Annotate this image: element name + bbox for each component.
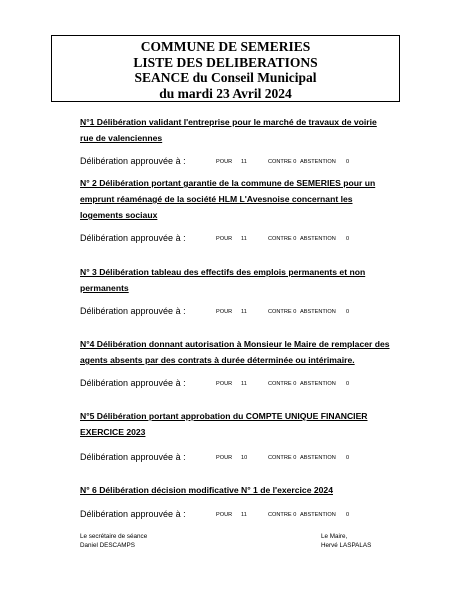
vote-pour-label: POUR (216, 159, 233, 165)
vote-pour-count: 10 (241, 455, 248, 461)
header-session: SEANCE du Conseil Municipal (134, 70, 317, 85)
deliberation-title-5: N°5 Délibération portant approbation du COMPTE UNIQUE FINANCIER EXERCICE 2023 (80, 411, 368, 437)
vote-pour-count: 11 (241, 512, 247, 518)
vote-contre (268, 309, 296, 315)
vote-contre-count: 0 (293, 309, 297, 315)
vote-abstention-label: ABSTENTION (300, 512, 336, 518)
vote-contre-label: CONTRE (268, 512, 292, 518)
deliberation-title-4: N°4 Délibération donnant autorisation à Monsieur le Maire de remplacer des agents absents par des contrats à durée déterminée ou intérimaire. (80, 339, 390, 365)
approval-label: Délibération approuvée à : (80, 509, 186, 519)
approval-label: Délibération approuvée à : (80, 306, 186, 316)
approval-row-6 (80, 509, 410, 523)
approval-label: Délibération approuvée à : (80, 233, 186, 243)
vote-contre-count: 0 (293, 159, 297, 165)
vote-pour-label: POUR (216, 236, 233, 242)
approval-label: Délibération approuvée à : (80, 156, 186, 166)
vote-abstention-label: ABSTENTION (300, 159, 336, 165)
vote-abstention-count: 0 (346, 381, 350, 387)
approval-row-2 (80, 233, 410, 247)
vote-pour-count: 11 (241, 159, 247, 165)
deliberation-title-6: N° 6 Délibération décision modificative N° 1 de l'exercice 2024 (80, 485, 333, 495)
vote-contre-count: 0 (293, 381, 297, 387)
vote-contre-label: CONTRE (268, 309, 292, 315)
deliberation-title-3: N° 3 Délibération tableau des effectifs des emplois permanents et non permanents (80, 267, 366, 293)
document-header (51, 35, 400, 102)
approval-row-3 (80, 306, 410, 320)
vote-contre-label: CONTRE (268, 455, 292, 461)
approval-label: Délibération approuvée à : (80, 378, 186, 388)
vote-contre (268, 512, 296, 518)
approval-row-4 (80, 378, 410, 392)
vote-pour-label: POUR (216, 309, 233, 315)
vote-pour-label: POUR (216, 381, 233, 387)
vote-abstention-count: 0 (346, 309, 350, 315)
vote-contre-label: CONTRE (268, 159, 292, 165)
deliberation-title-2: N° 2 Délibération portant garantie de la commune de SEMERIES pour un emprunt réaménagé de la société HLM L'Avesnoise concernant les logements sociaux (80, 178, 376, 220)
vote-contre (268, 455, 296, 461)
vote-abstention-count: 0 (346, 512, 350, 518)
mayor-title: Le Maire, (321, 533, 348, 540)
vote-contre-label: CONTRE (268, 236, 292, 242)
vote-abstention-count: 0 (346, 159, 350, 165)
vote-contre (268, 159, 296, 165)
header-date: du mardi 23 Avril 2024 (159, 85, 292, 101)
vote-abstention-label: ABSTENTION (300, 309, 336, 315)
vote-contre-count: 0 (293, 512, 297, 518)
secretary-name: Daniel DESCAMPS (80, 542, 135, 549)
vote-contre (268, 381, 296, 387)
header-list-title: LISTE DES DELIBERATIONS (133, 54, 318, 70)
vote-contre-count: 0 (293, 455, 297, 461)
vote-abstention-label: ABSTENTION (300, 236, 336, 242)
approval-row-1 (80, 156, 410, 170)
vote-pour-count: 11 (241, 381, 247, 387)
deliberation-title-1: N°1 Délibération validant l'entreprise pour le marché de travaux de voirie rue de valenciennes (80, 117, 377, 143)
vote-contre-label: CONTRE (268, 381, 292, 387)
vote-contre-count: 0 (293, 236, 297, 242)
approval-row-5 (80, 452, 410, 466)
vote-abstention-count: 0 (346, 455, 350, 461)
vote-pour-count: 11 (241, 309, 247, 315)
vote-pour-label: POUR (216, 512, 233, 518)
vote-pour-label: POUR (216, 455, 233, 461)
mayor-signature (321, 532, 371, 550)
secretary-title: Le secrétaire de séance (80, 533, 148, 540)
header-commune: COMMUNE DE SEMERIES (140, 39, 311, 54)
mayor-name: Hervé LASPALAS (321, 542, 372, 549)
vote-contre (268, 236, 296, 242)
vote-abstention-label: ABSTENTION (300, 381, 336, 387)
vote-pour-count: 11 (241, 236, 247, 242)
secretary-signature (80, 532, 147, 550)
approval-label: Délibération approuvée à : (80, 452, 186, 462)
vote-abstention-count: 0 (346, 236, 350, 242)
vote-abstention-label: ABSTENTION (300, 455, 336, 461)
